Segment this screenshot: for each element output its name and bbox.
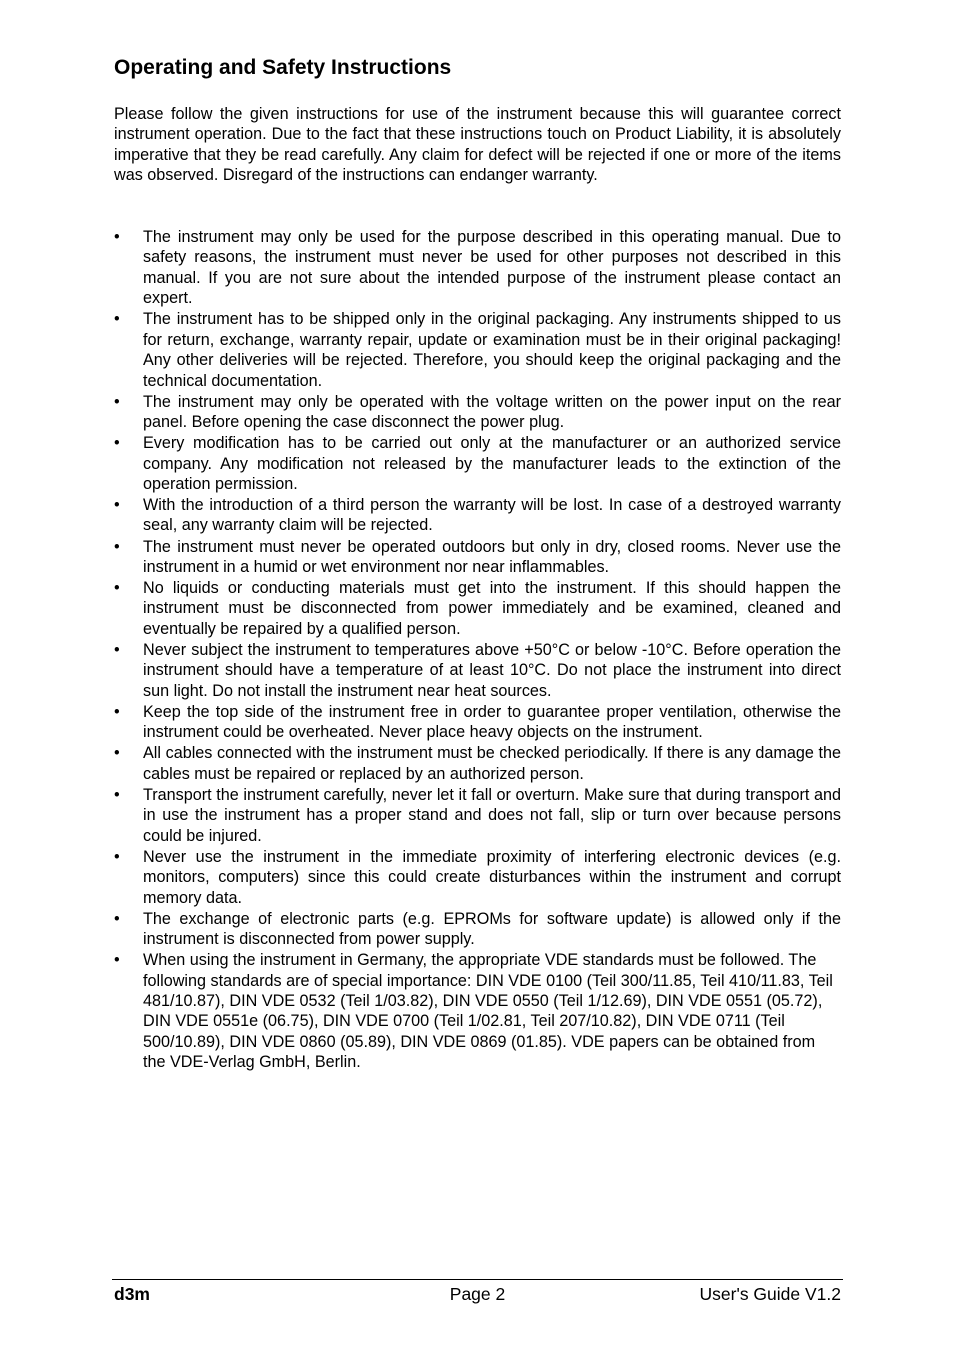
list-item-text: When using the instrument in Germany, the appropriate VDE standards must be followed. The following standards are of special importance: DIN VDE 0100 (Teil 300/11.85, Teil 410/11.83, Teil 481/10.87), DIN VDE 0532 (Teil 1/03.82), DIN VDE 0550 (Teil 1/12.69), DIN VDE 0551 (05.72), DIN VDE 0551e (06.75), DIN VDE 0700 (Teil 1/02.81, Teil 207/10.82), DIN VDE 0711 (Teil 500/10.89), DIN VDE 0860 (05.89), DIN VDE 0869 (01.85). VDE papers can be obtained from the VDE-Verlag GmbH, Berlin. [143, 951, 833, 1072]
bullet-icon: • [114, 496, 120, 515]
bullet-icon: • [114, 434, 120, 453]
list-item [114, 785, 841, 846]
list-item [114, 392, 841, 433]
footer-product-name: d3m [114, 1284, 150, 1304]
bullet-icon: • [114, 392, 120, 411]
list-item-text: Never subject the instrument to temperatures above +50°C or below -10°C. Before operation the instrument should have a temperature of at least 10°C. Do not place the instrument into direct sun light. Do not install the instrument near heat sources. [143, 640, 841, 700]
list-item [114, 433, 841, 494]
list-item-text: All cables connected with the instrument must be checked periodically. If there is any damage the cables must be repaired or replaced by an authorized person. [143, 744, 841, 783]
list-item-text: With the introduction of a third person the warranty will be lost. In case of a destroyed warranty seal, any warranty claim will be rejected. [143, 496, 841, 535]
bullet-icon: • [114, 951, 120, 970]
list-item-text: The instrument may only be used for the purpose described in this operating manual. Due to safety reasons, the instrument must never be used for other purposes not described in this manual. If you are not sure about the intended purpose of the instrument please contact an expert. [143, 228, 841, 308]
footer-page-number: Page 2 [449, 1284, 506, 1304]
list-item [114, 227, 841, 309]
list-item-text: No liquids or conducting materials must get into the instrument. If this should happen the instrument must be disconnected from power immediately and be examined, cleaned and eventually be repaired by a qualified person. [143, 579, 841, 638]
list-item-text: The exchange of electronic parts (e.g. EPROMs for software update) is allowed only if the instrument is disconnected from power supply. [143, 909, 841, 949]
safety-instructions-list [114, 227, 841, 1073]
list-item [114, 495, 841, 536]
bullet-icon: • [114, 785, 120, 804]
list-item-text: The instrument may only be operated with the voltage written on the power input on the rear panel. Before opening the case disconnect the power plug. [143, 392, 841, 432]
page-title: Operating and Safety Instructions [114, 56, 452, 79]
list-item-text: Every modification has to be carried out only at the manufacturer or an authorized service company. Any modification not released by the manufacturer leads to the extinction of the operation permission. [143, 434, 841, 493]
list-item [114, 909, 841, 950]
list-item-text: The instrument has to be shipped only in the original packaging. Any instruments shipped to us for return, exchange, warranty repair, update or examination must be in their original packaging! Any other deliveries will be rejected. Therefore, you should keep the original packaging and the technical documentation. [143, 310, 841, 390]
list-item [114, 950, 841, 1072]
list-item [114, 847, 841, 908]
bullet-icon: • [114, 847, 120, 866]
bullet-icon: • [114, 909, 120, 928]
list-item [114, 537, 841, 578]
bullet-icon: • [114, 640, 120, 659]
footer-document-version: User's Guide V1.2 [699, 1284, 841, 1304]
list-item [114, 640, 841, 701]
list-item [114, 743, 841, 784]
list-item-text: The instrument must never be operated outdoors but only in dry, closed rooms. Never use the instrument in a humid or wet environment nor near inflammables. [143, 537, 841, 576]
bullet-icon: • [114, 702, 120, 721]
bullet-icon: • [114, 744, 120, 763]
list-item [114, 702, 841, 743]
bullet-icon: • [114, 310, 120, 329]
list-item-text: Never use the instrument in the immediate proximity of interfering electronic devices (e.g. monitors, computers) since this could create disturbances within the instrument and corrupt memory data. [143, 847, 841, 907]
intro-paragraph: Please follow the given instructions for use of the instrument because this will guarantee correct instrument operation. Due to the fact that these instructions touch on Product Liability, it is absolutely imperative that they be read carefully. Any claim for defect will be rejected if one or more of the items was observed. Disregard of the instructions can endanger warranty. [114, 105, 841, 185]
bullet-icon: • [114, 579, 120, 598]
footer-divider [112, 1279, 843, 1280]
list-item [114, 578, 841, 639]
page-footer [114, 1283, 841, 1305]
bullet-icon: • [114, 537, 120, 556]
list-item [114, 309, 841, 391]
list-item-text: Transport the instrument carefully, never let it fall or overturn. Make sure that during transport and in use the instrument has a proper stand and does not fall, slip or turn over because persons could be injured. [143, 785, 841, 845]
bullet-icon: • [114, 228, 120, 246]
list-item-text: Keep the top side of the instrument free in order to guarantee proper ventilation, otherwise the instrument could be overheated. Never place heavy objects on the instrument. [143, 702, 841, 742]
